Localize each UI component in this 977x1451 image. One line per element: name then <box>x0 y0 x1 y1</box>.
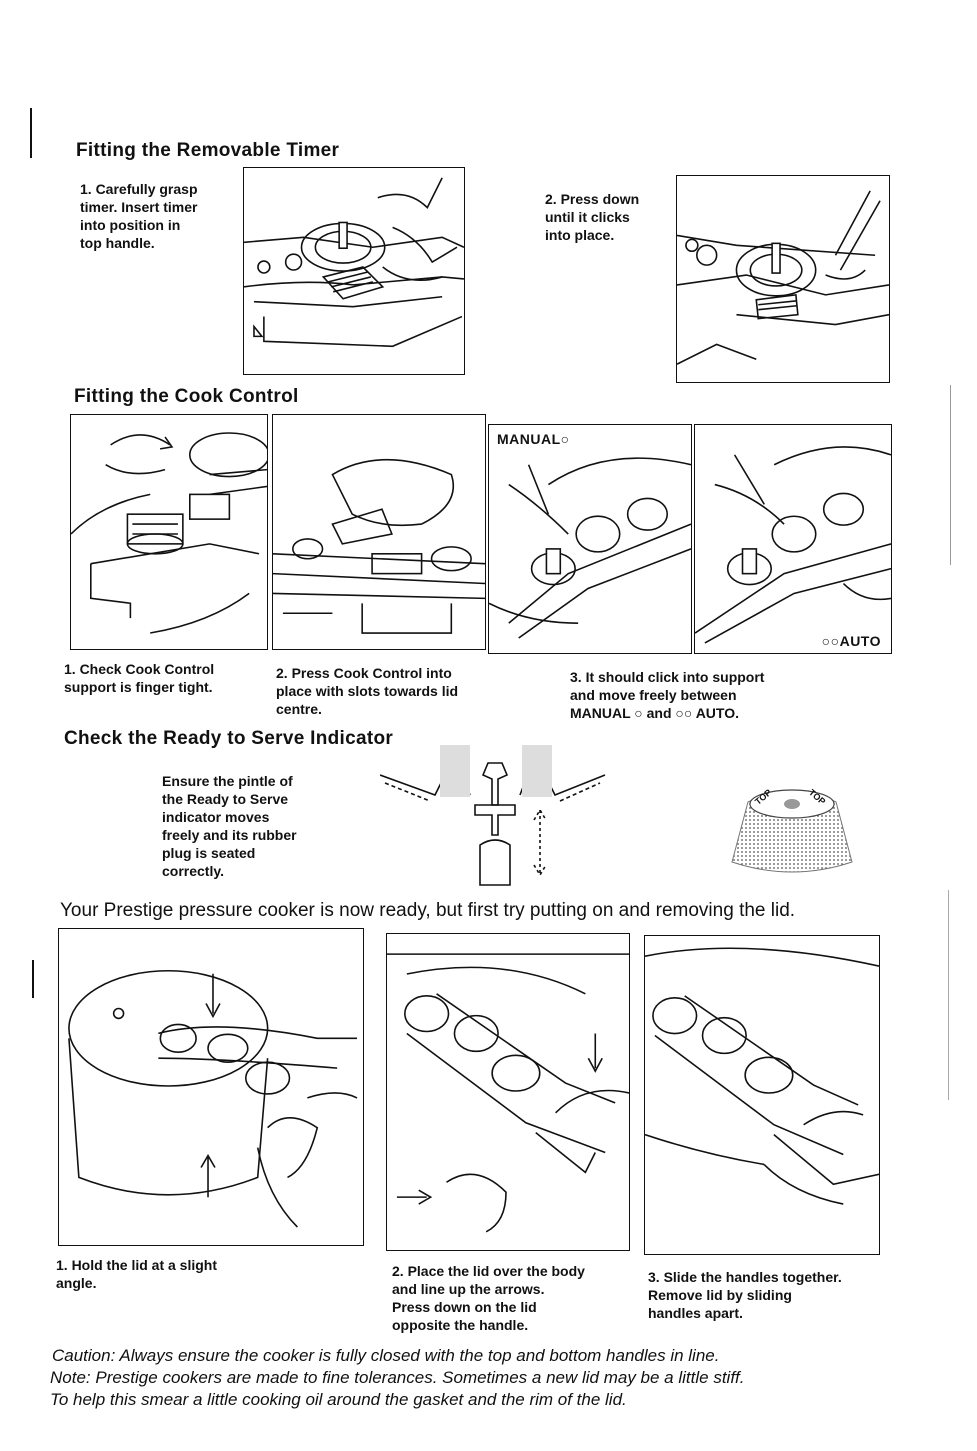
pintle-diagram <box>380 735 610 895</box>
scan-mark <box>32 960 34 998</box>
timer-insert-illustration <box>244 168 464 374</box>
section-heading-timer: Fitting the Removable Timer <box>76 140 340 161</box>
tolerance-note: Note: Prestige cookers are made to fine tolerances. Sometimes a new lid may be a little stiff. <box>50 1368 745 1387</box>
caution-note: Caution: Always ensure the cooker is fully closed with the top and bottom handles in line. <box>52 1346 720 1365</box>
lid-step-1: 1. Hold the lid at a slight angle. <box>56 1257 218 1291</box>
scan-mark <box>30 108 32 158</box>
figure-insert-timer <box>243 167 465 375</box>
figure-press-timer <box>676 175 890 383</box>
indicator-cap-illustration <box>728 782 856 880</box>
cap-top-label-right: TOP <box>806 787 828 807</box>
section-heading-cook-control: Fitting the Cook Control <box>74 386 299 407</box>
press-control-illustration <box>273 415 485 649</box>
figure-place-lid <box>386 933 630 1251</box>
figure-check-support <box>70 414 268 650</box>
cook-control-step-3: 3. It should click into support and move freely between MANUAL ○ and ○○ AUTO. <box>570 669 765 721</box>
scan-mark <box>950 385 951 565</box>
slide-handles-illustration <box>645 936 879 1254</box>
figure-slide-handles <box>644 935 880 1255</box>
auto-illustration <box>695 425 891 653</box>
hold-lid-illustration <box>59 929 363 1245</box>
cook-control-step-2: 2. Press Cook Control into place with slots towards lid centre. <box>276 665 459 717</box>
gasket-tip: To help this smear a little cooking oil around the gasket and the rim of the lid. <box>50 1390 627 1409</box>
figure-press-cook-control <box>272 414 486 650</box>
lid-step-3: 3. Slide the handles together. Remove lid by sliding handles apart. <box>648 1269 842 1321</box>
cook-control-step-1: 1. Check Cook Control support is finger tight. <box>64 661 215 695</box>
support-illustration <box>71 415 267 649</box>
indicator-cap <box>728 782 856 880</box>
figure-auto-position <box>694 424 892 654</box>
manual-illustration <box>489 425 691 653</box>
indicator-instructions: Ensure the pintle of the Ready to Serve indicator moves freely and its rubber plug is seated correctly. <box>162 773 297 879</box>
figure-hold-lid <box>58 928 364 1246</box>
manual-label: MANUAL○ <box>497 431 570 447</box>
section-heading-indicator: Check the Ready to Serve Indicator <box>64 728 394 749</box>
scan-mark <box>948 890 949 1100</box>
cap-top-label-left: TOP <box>752 787 774 807</box>
place-lid-illustration <box>387 934 629 1250</box>
lid-step-2: 2. Place the lid over the body and line up the arrows. Press down on the lid opposite the handle. <box>392 1263 585 1333</box>
timer-step-1: 1. Carefully grasp timer. Insert timer into position in top handle. <box>80 181 198 251</box>
timer-press-illustration <box>677 176 889 382</box>
ready-statement: Your Prestige pressure cooker is now ready, but first try putting on and removing the lid. <box>60 900 796 921</box>
auto-label: ○○AUTO <box>821 633 881 649</box>
figure-manual-position <box>488 424 692 654</box>
timer-step-2: 2. Press down until it clicks into place. <box>545 191 640 243</box>
